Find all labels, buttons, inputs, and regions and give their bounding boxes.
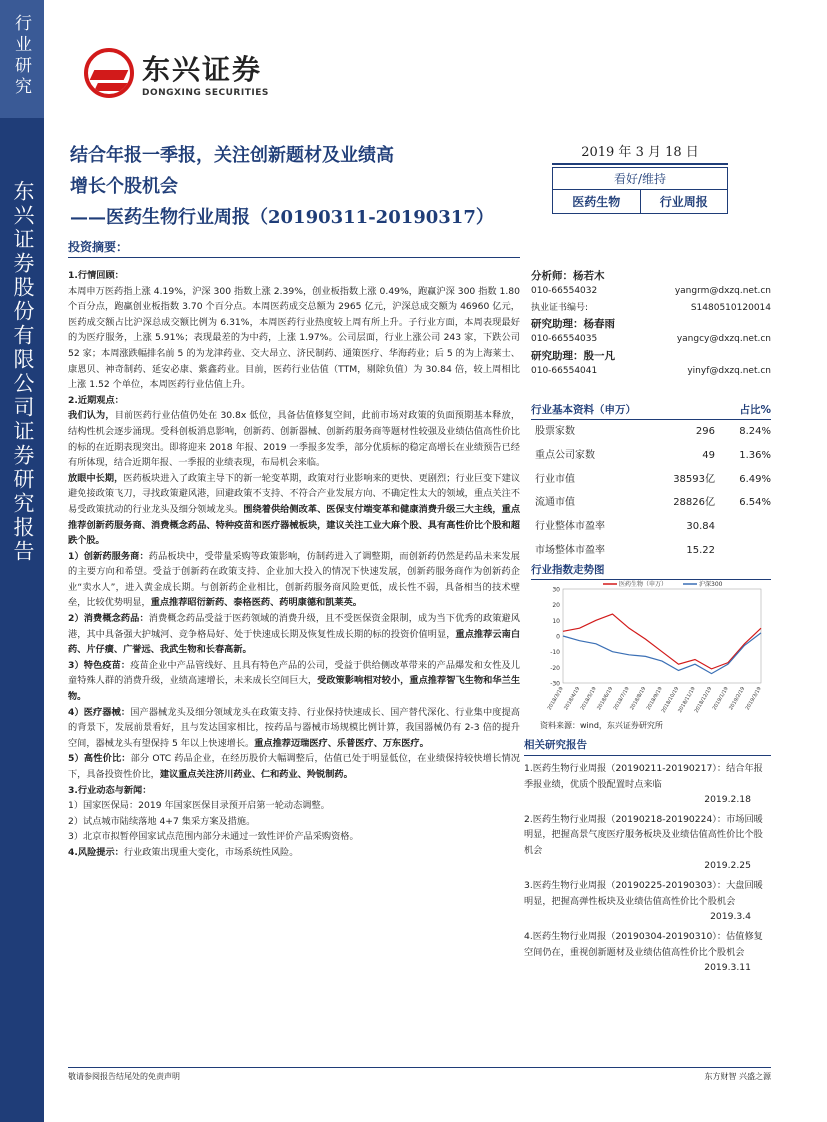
related-report-item[interactable]: 2.医药生物行业周报（20190218-20190224）：市场回暖明显，把握高景气度医疗服务板块及业绩估值高性价比个股机会 2019.2.25 — [524, 814, 763, 872]
x-tick-label: 2018/3/19 — [546, 686, 565, 712]
analysts: 分析师：杨若木 010-66554032 yangrm@dxzq.net.cn 执业证书编号: S1480510120014 研究助理：杨春雨 010-66554035 yangcy@dxzq.net.cn 研究助理：殷一凡 010-66554041 yinyf@dxzq.net.cn — [531, 270, 771, 376]
footer — [68, 1067, 771, 1082]
x-tick-label: 2018/4/19 — [563, 686, 582, 712]
report-title: 结合年报一季报，关注创新题材及业绩高 增长个股机会 ——医药生物行业周报（20190311-20190317） — [70, 145, 494, 228]
x-tick-label: 2018/5/19 — [579, 686, 598, 712]
related-reports: 相关研究报告 1.医药生物行业周报（20190211-20190217）：结合年报季报业绩，优质个股配置时点来临 2019.2.18 2.医药生物行业周报（20190218-20190224）：市场回暖明显，把握高景气度医疗服务板块及业绩估值高性价比个股机会 2019.2.25 3.医药生物行业周报（20190225-20190303）：大盘回暖明显，把握高弹性板块及业绩估值高性价比个股机会 2019.3.4 4.医药生物行业周报（20190304-20190310）：估值修复空间仍在，重视创新题材及业绩估值高性价比个股机会 2019.3.11 — [524, 738, 771, 975]
x-tick-label: 2018/11/19 — [677, 686, 697, 714]
slogan: 东方财智 兴盛之源 — [704, 1072, 771, 1081]
x-tick-label: 2019/1/19 — [711, 686, 730, 712]
x-tick-label: 2018/9/19 — [645, 686, 664, 712]
x-tick-label: 2018/8/19 — [629, 686, 648, 712]
meta-box — [552, 141, 728, 214]
industry-index-chart — [531, 575, 771, 735]
chart-source: 资料来源：wind，东兴证券研究所 — [540, 721, 663, 730]
rating: 看好/维持 — [552, 167, 728, 190]
series-line — [563, 633, 761, 674]
report-type-tag: 行业周报 — [640, 190, 728, 213]
x-tick-label: 2018/10/19 — [660, 686, 681, 714]
y-tick-label: 0 — [556, 633, 560, 641]
stat-row: 市场整体市盈率 15.22 — [535, 544, 715, 556]
sidebar-company: 东兴证券股份有限公司证券研究报告 — [11, 180, 35, 564]
company-logo — [84, 48, 269, 98]
related-report-item[interactable]: 3.医药生物行业周报（20190225-20190303）：大盘回暖明显，把握高弹性板块及业绩估值高性价比个股机会 2019.3.4 — [524, 880, 763, 922]
y-tick-label: 30 — [552, 586, 560, 594]
x-tick-label: 2018/6/19 — [596, 686, 615, 712]
x-tick-label: 2019/2/19 — [728, 686, 747, 712]
disclaimer-note: 敬请参阅报告结尾处的免责声明 — [68, 1072, 180, 1081]
plot-area — [563, 589, 761, 683]
y-tick-label: -20 — [550, 664, 560, 672]
legend-label: 医药生物（申万） — [619, 581, 668, 588]
legend-label: 沪深300 — [699, 581, 723, 588]
stat-row: 流通市值 28826亿 6.54% — [535, 497, 771, 509]
logo-en: DONGXING SECURITIES — [142, 88, 269, 98]
related-report-item[interactable]: 4.医药生物行业周报（20190304-20190310）：估值修复空间仍在，重视创新题材及业绩估值高性价比个股机会 2019.3.11 — [524, 931, 763, 973]
industry-tag: 医药生物 — [572, 195, 621, 209]
analyst-name: 分析师：杨若木 — [531, 270, 605, 282]
stat-row: 重点公司家数 49 1.36% — [535, 449, 771, 461]
y-tick-label: 20 — [552, 602, 560, 610]
y-tick-label: -10 — [550, 649, 560, 657]
report-date: 2019 年 3 月 18 日 — [552, 141, 728, 165]
industry-basic-table: 行业基本资料（申万） 占比% 股票家数 296 8.24% 重点公司家数 49 1.36% 行业市值 38593亿 6.49% 流通市值 28826亿 6.54% 行业整体市盈率 30.84 市场整体市盈率 15.22 — [531, 402, 771, 563]
stat-row: 行业市值 38593亿 6.49% — [535, 473, 771, 485]
related-report-item[interactable]: 1.医药生物行业周报（20190211-20190217）：结合年报季报业绩，优质个股配置时点来临 2019.2.18 — [524, 763, 763, 805]
y-tick-label: 10 — [552, 617, 560, 625]
abstract-body: 1.行情回顾： 本周申万医药指上涨 4.19%，沪深 300 指数上涨 2.39%，创业板指数上涨 0.49%，跑赢沪深 300 指数 1.80 个百分点，跑赢创业板指数 3.70 个百分点。本周医药成交总额为 2965 亿元，沪深总成交额为 46960 亿元，医药成交额占比沪深总成交额比例为 6.31%，本周医药行业热度较上周有所上升。子行业方面，本周表现最好的为医疗服务，上涨 5.91%；表现最差的为中药，上涨 1.97%。公司层面，行业上涨公司 243 家，下跌公司 52 家；本周涨跌幅排名前 5 的为龙津药业、交大昂立、济民制药、通策医疗、华海药业；后 5 的为上海莱士、康恩贝、神奇制药、延安必康、紫鑫药业。目前，医药行业估值（TTM，剔除负值）为 30.84 倍，较上周相比上涨 1.52 个单位，本周医药行业估值上升。 2.近期观点： 我们认为，目前医药行业估值仍处在 30.8x 低位，具备估值修复空间，此前市场对政策的负面预期基本释放，结构性机会逐步涌现。受科创板消息影响，创新药、创新器械、创新药服务商等题材性较强及业绩估值高性价比的标的在近期表现突出。即将迎来 2018 年报、2019 一季报多发季，部分优质标的稳定高增长在业绩预告已经有所体现，结合近期年报、一季报的业绩表现，布局机会来临。 放眼中长期，医药板块进入了政策主导下的新一轮变革期，政策对行业影响来的更快、更剧烈；行业巨变下建议避免接政策飞刀，寻找政策避风港，回避政策不支持、不符合产业发展方向、不确定性太大的领域，重点关注不易受政策扰动的行业龙头及细分领域龙头。围绕着供给侧改革、医保支付端变革和健康消费升级三大主线，重点推荐创新药服务商、消费概念药品、特种疫苗和医疗器械板块，建议关注工业大麻个股、具有高性价比个股和超跌个股。 1）创新药服务商：药品板块中，受带量采购等政策影响，仿制药进入了调整期，而创新药仍然是药品未来发展的主要方向和希望。受益于创新药在政策支持、企业加大投入的情况下快速发展，创新药服务商作为创新药企业“卖水人”，进入黄金成长期。与创新药企业相比，创新药服务商风险更低，成长性不弱，具备相当的技术壁垒，比较优势明显，重点推荐昭衍新药、泰格医药、药明康德和凯莱英。 2）消费概念药品：消费概念药品受益于医药领域的消费升级，且不受医保资金限制，成为当下优秀的政策避风港，其中具备强大护城河、竞争格局好、处于快速成长期及恢复性成长期的标的投资价值明显，重点推荐云南白药、片仔癀、广誉远、我武生物和长春高新。 3）特色疫苗：疫苗企业中产品管线好、且具有特色产品的公司，受益于供给侧改革带来的产品爆发和女性及儿童特殊人群的消费升级，业绩高速增长，未来成长空间巨大，受政策影响相对较小，重点推荐智飞生物和华兰生物。 4）医疗器械：国产器械龙头及细分领域龙头在政策支持、行业保持快速成长、国产替代深化、行业集中度提高的背景下，发展前景看好，且与发达国家相比，按药品与器械市场规模比例计算，我国器械仍有 2-3 倍的提升空间，器械龙头有望保持 5 年以上快速增长。重点推荐迈瑞医疗、乐普医疗、万东医疗。 5）高性价比：部分 OTC 药品企业，在经历股价大幅调整后，估值已处于明显低位，在业绩保持较快增长情况下，具备投资性价比，建议重点关注济川药业、仁和药业、羚锐制药。 3.行业动态与新闻： 1）国家医保局：2019 年国家医保目录预开启第一轮动态调整。 2）试点城市陆续落地 4+7 集采方案及措施。 3）北京市拟暂停国家试点范围内部分未通过一致性评价产品采购资格。 4.风险提示：行业政策出现重大变化，市场系统性风险。 — [68, 270, 521, 858]
x-tick-label: 2018/7/19 — [612, 686, 631, 712]
x-tick-label: 2018/12/19 — [693, 686, 714, 714]
stat-row: 行业整体市盈率 30.84 — [535, 521, 715, 533]
sidebar-category: 行业研究 — [11, 14, 31, 98]
y-tick-label: -30 — [550, 680, 560, 688]
chart-heading: 行业指数走势图 — [531, 562, 771, 580]
logo-emblem-icon — [84, 48, 134, 98]
stat-row: 股票家数 296 8.24% — [535, 426, 771, 437]
x-tick-label: 2019/3/19 — [744, 686, 763, 712]
abstract-heading: 投资摘要： — [68, 238, 520, 258]
logo-cn: 东兴证券 — [142, 53, 263, 86]
